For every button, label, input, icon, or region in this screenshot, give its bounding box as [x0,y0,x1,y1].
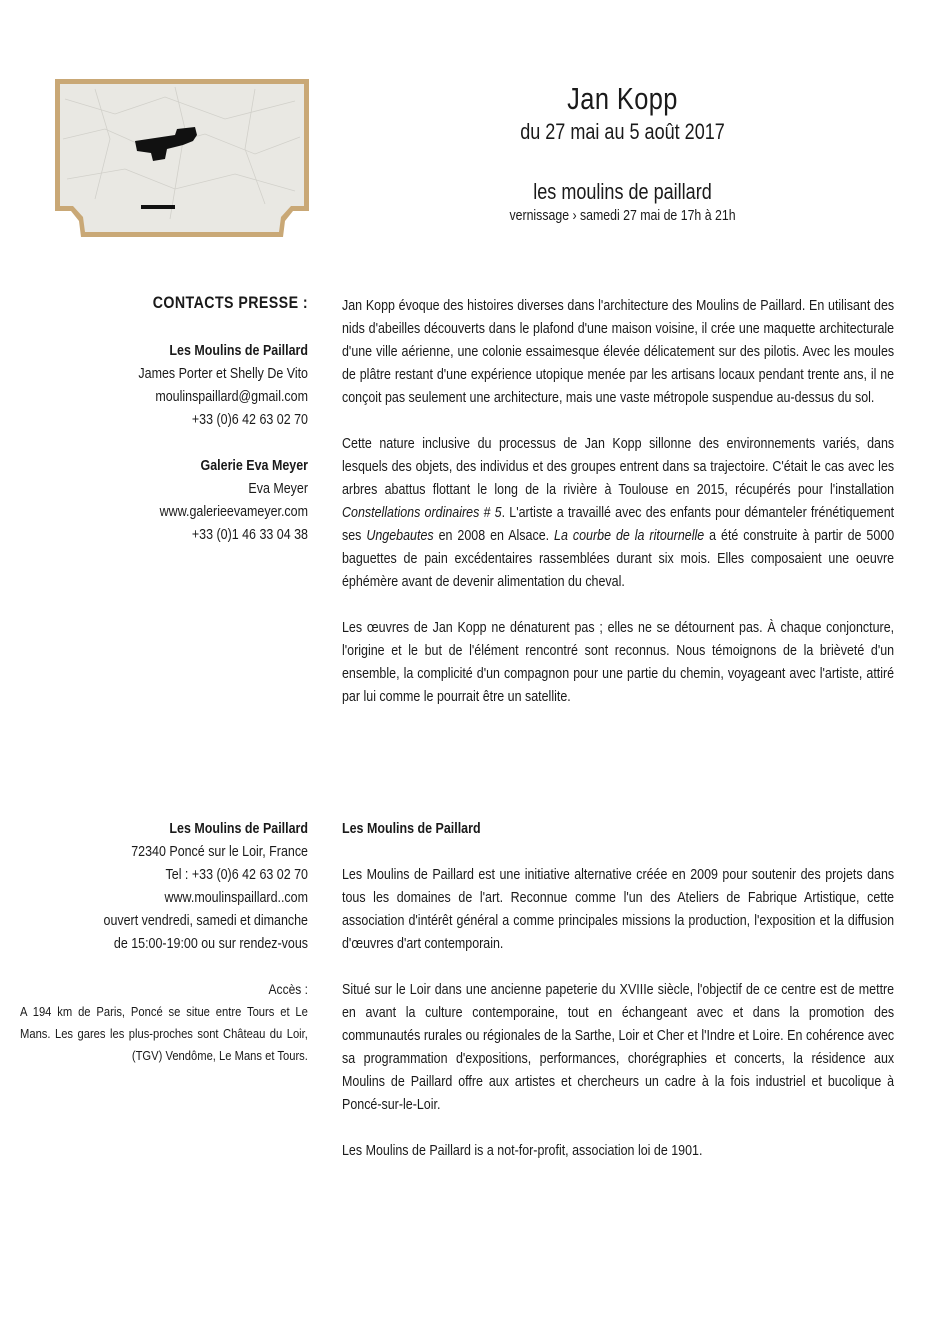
body-paragraph-1: Jan Kopp évoque des histoires diverses dans l'architecture des Moulins de Paillard. En utilisant des nids d'abeilles découverts dans le plafond d'une maison voisine, il crée une maquette architecturale d'une ville aérienne, une colonie essaimesque élevée délicatement sur des pilotis. Avec les moules de plâtre restant d'une expérience utopique menée par les artisans locaux pendant trente ans, il ne conçoit pas seulement une architecture, mais une vaste métropole suspendue au-dessus du sol. [342,298,895,406]
access-heading: Accès : [268,981,308,997]
about-heading: Les Moulins de Paillard [342,821,481,837]
galerie-contact-person: Eva Meyer [248,481,308,497]
work-title-constellations: Constellations ordinaires # 5 [342,505,502,521]
opening-info: vernissage › samedi 27 mai de 17h à 21h [509,208,736,224]
work-title-ungebautes: Ungebautes [366,528,434,544]
venue-name: les moulins de paillard [533,179,712,204]
venue-info-name: Les Moulins de Paillard [169,821,308,837]
moulins-contact-people: James Porter et Shelly De Vito [138,366,308,382]
about-paragraph-2: Situé sur le Loir dans une ancienne papeterie du XVIIIe siècle, l'objectif de ce centre est de mettre en avant la culture contemporaine, tout en échangeant avec et dans la promotion des communautés rurales ou régionales de la Sarthe, Loir et Cher et l'Indre et Loire. En cohérence avec sa programmation d'expositions, performances, chorégraphies et concerts, la résidence aux Moulins de Paillard offre aux artistes et chercheurs un cadre à la fois industriel et bucolique à Poncé-sur-le-Loir. [342,982,895,1113]
moulins-contact-phone: +33 (0)6 42 63 02 70 [191,412,308,428]
contacts-heading: CONTACTS PRESSE : [152,294,308,312]
exhibition-title: Jan Kopp [567,81,678,116]
venue-hours-time: de 15:00-19:00 ou sur rendez-vous [113,936,308,952]
access-info [20,978,308,1067]
moulins-contact-name: Les Moulins de Paillard [169,343,308,359]
venue-website[interactable]: www.moulinspaillard..com [164,890,308,906]
about-paragraph-3: Les Moulins de Paillard is a not-for-profit, association loi de 1901. [342,1143,703,1159]
venue-address: 72340 Poncé sur le Loir, France [131,844,308,860]
about-paragraph-1: Les Moulins de Paillard est une initiative alternative créée en 2009 pour soutenir des projets dans tous les domaines de l'art. Reconnue comme l'un des Ateliers de Fabrique Artistique, cette association d'intérêt général a comme principales missions la production, l'exposition et la diffusion d'œuvres d'art contemporain. [342,867,895,952]
access-text: A 194 km de Paris, Poncé se situe entre Tours et Le Mans. Les gares les plus-proches sont Château du Loir, (TGV) Vendôme, Le Mans et Tours. [20,1004,308,1063]
exhibition-dates: du 27 mai au 5 août 2017 [520,119,725,144]
about-venue [342,818,894,1163]
body-paragraph-2: Cette nature inclusive du processus de Jan Kopp sillonne des environnements variés, dans lesquels des objets, des individus et des groupes entrent dans sa trajectoire. C'était le cas avec les arbres abattus flottant le long de la rivière à Toulouse en 2015, récupérés pour l'installation Constellations ordinaires # 5. L'artiste a travaillé avec des enfants pour démanteler frénétiquement ses Ungebautes en 2008 en Alsace. La courbe de la ritournelle a été construite à partir de 5000 baguettes de pain excédentaires rassemblées durant six mois. Elles composaient une oeuvre éphémère avant de devenir alimentation du cheval. [342,436,895,590]
work-title-courbe: La courbe de la ritournelle [554,528,705,544]
moulins-contact-email[interactable]: moulinspaillard@gmail.com [155,389,308,405]
venue-info [20,818,308,956]
galerie-contact-phone: +33 (0)1 46 33 04 38 [191,527,308,543]
venue-hours-days: ouvert vendredi, samedi et dimanche [103,913,308,929]
galerie-contact-website[interactable]: www.galerieevameyer.com [159,504,308,520]
exhibition-text [342,295,894,709]
press-contacts [20,292,308,547]
body-paragraph-3: Les œuvres de Jan Kopp ne dénaturent pas ; elles ne se détournent pas. À chaque conjoncture, l'origine et le but de l'élément rencontré sont reconnus. Nous témoignons de la brièveté d'un ensemble, la complicité d'un compagnon pour une partie du chemin, voyageant avec l'artiste, attiré par lui comme le pourrait être un satellite. [342,620,895,705]
artwork-image [55,79,309,237]
galerie-contact-name: Galerie Eva Meyer [200,458,308,474]
venue-phone: Tel : +33 (0)6 42 63 02 70 [165,867,308,883]
